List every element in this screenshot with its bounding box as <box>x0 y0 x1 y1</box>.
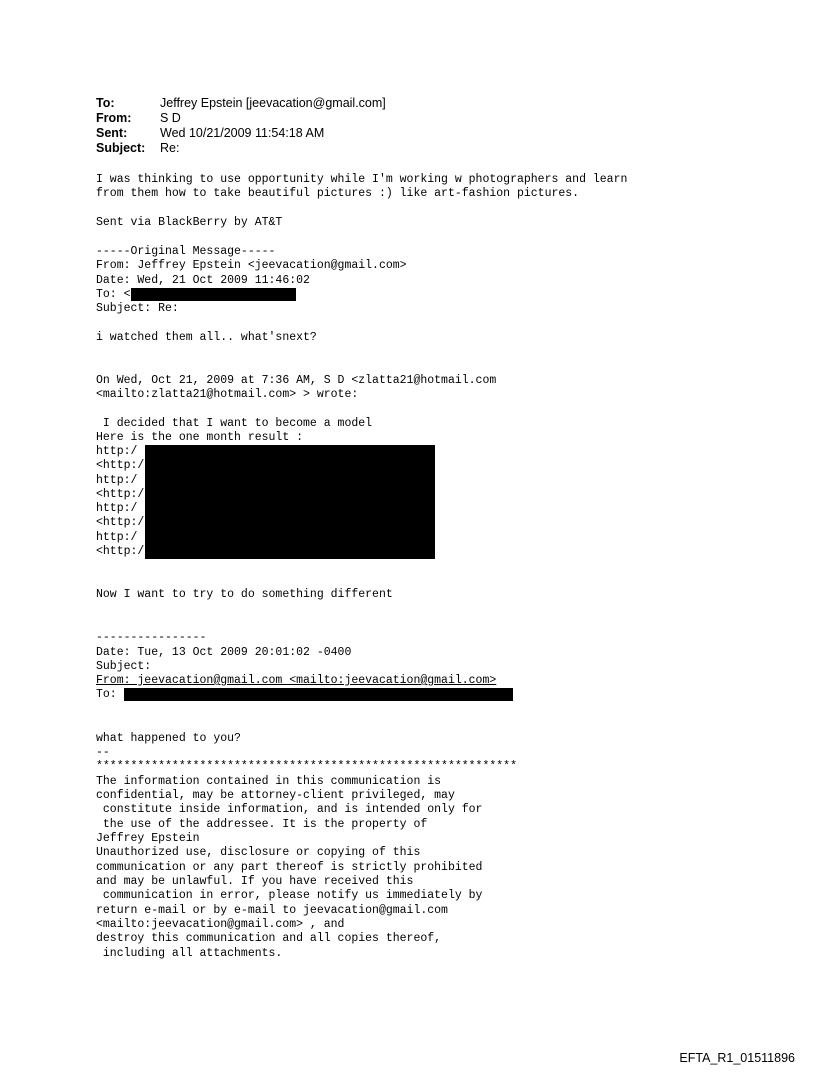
disclaimer-line: destroy this communication and all copies thereof, <box>96 932 442 945</box>
original-to: To: < <box>96 288 131 301</box>
message-signature: Sent via BlackBerry by AT&T <box>96 216 283 229</box>
forward-date: Date: Tue, 13 Oct 2009 20:01:02 -0400 <box>96 646 352 659</box>
quote-closing: Now I want to try to do something different <box>96 588 393 601</box>
message-line-1: I was thinking to use opportunity while I'm working w photographers and learn <box>96 173 628 186</box>
message-line-2: from them how to take beautiful pictures :) like art-fashion pictures. <box>96 187 580 200</box>
disclaimer-line: The information contained in this communication is <box>96 775 442 788</box>
disclaimer-line: return e-mail or by e-mail to jeevacation@gmail.com <box>96 904 448 917</box>
quote-intro-2: <mailto:zlatta21@hotmail.com> > wrote: <box>96 388 359 401</box>
document-id: EFTA_R1_01511896 <box>679 1051 795 1065</box>
forward-to: To: <box>96 688 117 701</box>
disclaimer-line: and may be unlawful. If you have received this <box>96 875 414 888</box>
link-line: http:/ <box>96 445 138 458</box>
forward-subject: Subject: <box>96 660 152 673</box>
link-line: <http:/ <box>96 516 145 529</box>
from-label: From: <box>96 111 132 125</box>
disclaimer-line: communication in error, please notify us immediately by <box>96 889 483 902</box>
disclaimer-line: constitute inside information, and is intended only for <box>96 803 483 816</box>
to-value: Jeffrey Epstein [jeevacation@gmail.com] <box>160 96 386 110</box>
original-separator: -----Original Message----- <box>96 245 276 258</box>
redaction-block <box>131 288 296 301</box>
disclaimer-line: <mailto:jeevacation@gmail.com> , and <box>96 918 345 931</box>
disclaimer-line: Jeffrey Epstein <box>96 832 200 845</box>
email-header <box>96 96 386 156</box>
disclaimer-line: including all attachments. <box>96 947 283 960</box>
from-row <box>96 111 386 126</box>
subject-row <box>96 141 386 156</box>
disclaimer-line: confidential, may be attorney-client privileged, may <box>96 789 455 802</box>
quote-text-1: I decided that I want to become a model <box>96 417 373 430</box>
from-value: S D <box>160 111 181 125</box>
link-line: http:/ <box>96 531 138 544</box>
original-date: Date: Wed, 21 Oct 2009 11:46:02 <box>96 274 310 287</box>
disclaimer-line: communication or any part thereof is strictly prohibited <box>96 861 483 874</box>
sent-label: Sent: <box>96 126 128 140</box>
link-line: <http:/ <box>96 545 145 558</box>
subject-label: Subject: <box>96 141 146 155</box>
original-subject: Subject: Re: <box>96 302 179 315</box>
disclaimer-line: Unauthorized use, disclosure or copying of this <box>96 846 421 859</box>
redaction-block <box>124 688 513 701</box>
signature-dashes: -- <box>96 746 110 759</box>
quote-text-2: Here is the one month result : <box>96 431 304 444</box>
link-line: http:/ <box>96 474 138 487</box>
original-from: From: Jeffrey Epstein <jeevacation@gmail.com> <box>96 259 407 272</box>
link-line: <http:/ <box>96 488 145 501</box>
link-line: <http:/ <box>96 459 145 472</box>
forward-from: From: jeevacation@gmail.com <mailto:jeevacation@gmail.com> <box>96 674 497 687</box>
sent-value: Wed 10/21/2009 11:54:18 AM <box>160 126 325 140</box>
sent-row <box>96 126 386 141</box>
to-row <box>96 96 386 111</box>
forward-separator: ---------------- <box>96 631 207 644</box>
star-divider: ************************************************************* <box>96 760 517 773</box>
link-line: http:/ <box>96 502 138 515</box>
subject-value: Re: <box>160 141 180 155</box>
original-body: i watched them all.. what'snext? <box>96 331 317 344</box>
quote-intro-1: On Wed, Oct 21, 2009 at 7:36 AM, S D <zlatta21@hotmail.com <box>96 374 497 387</box>
disclaimer-line: the use of the addressee. It is the property of <box>96 818 428 831</box>
forward-body: what happened to you? <box>96 732 241 745</box>
redaction-block <box>145 445 435 559</box>
to-label: To: <box>96 96 115 110</box>
